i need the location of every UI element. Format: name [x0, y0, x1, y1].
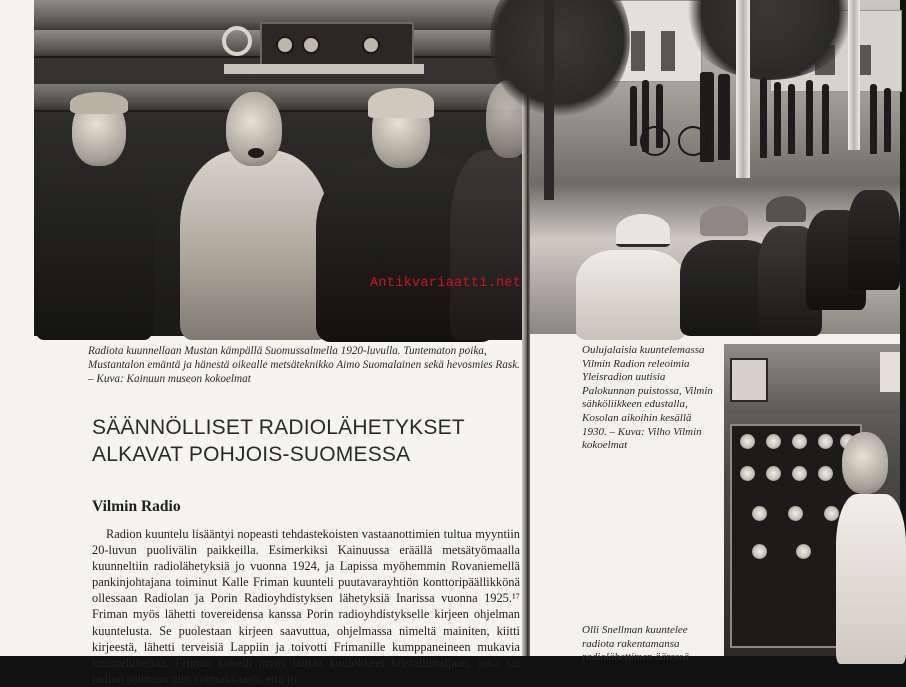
chapter-heading-line: ALKAVAT POHJOIS-SUOMESSA: [92, 443, 411, 466]
radio-coil: [222, 26, 252, 56]
hat: [700, 206, 748, 236]
section-subheading: Vilmin Radio: [92, 498, 181, 515]
body-text: [92, 526, 520, 687]
photo-caption: Radiota kuunnellaan Mustan kämpällä Suomussalmella 1920-luvulla. Tuntematon poika, Mustantalon emäntä ja hänestä oikealle metsäteknikko Aimo Suomalainen sekä hevosmies Rask. – Kuva: Kainuun museon kokoelmat: [88, 345, 520, 385]
birch-trunk: [736, 0, 750, 178]
radio-receiver: [260, 22, 414, 68]
radio-knob: [362, 36, 380, 54]
chapter-heading-line: SÄÄNNÖLLISET RADIOLÄHETYKSET: [92, 416, 465, 439]
photo-caption: Olli Snellman kuuntelee radiota rakentamansa radiolähettimen ääressä: [582, 624, 689, 664]
seated-man: [576, 250, 686, 340]
birch-trunk: [848, 0, 860, 150]
crowd-listening-photo: [530, 0, 900, 334]
operator: [836, 494, 906, 664]
radio-knob: [276, 36, 294, 54]
radio-transmitter-photo: [724, 344, 900, 656]
hat: [766, 196, 806, 222]
watermark: Antikvariaatti.net: [370, 276, 522, 291]
hat: [616, 214, 670, 247]
tree-trunk: [544, 0, 554, 200]
meter: [730, 358, 768, 402]
radio-shelf: [224, 64, 424, 74]
right-page: [530, 0, 900, 664]
radio-knob: [302, 36, 320, 54]
chapter-heading: [92, 414, 522, 468]
paragraph: Radion kuuntelu lisääntyi nopeasti tehdastekoisten vastaanottimien tultua myyntiin 20-luvun puolivälin paikkeilla. Esimerkiksi Kainuussa eräällä metsätyömaalla kuunneltiin radiolähetyksiä jo vuonna 1924, ja Lapissa myöhemmin Rovaniemellä pankinjohtajana toiminut Kalle Friman kuunteli puutavarayhtiön konttoripäällikkönä ollessaan Radiolan ja Porin Radioyhdistyksen lähetyksiä Inarissa vuonna 1925.¹⁷ Friman myös lähetti tovereidensa kanssa Porin radioyhdistykselle kirjeen ohjelman kuuntelusta. Se puolestaan kirjeen saavuttua, ohjelmassa nimeltä mainiten, kiitti kirjeestä, lähetti terveisiä Lappiin ja toivotti Frimanille kumppaneineen mukavia kuunteluhetkiä. Friman kokeili myös laittaa kuulokkeet kristallimaljaan, joka sai radion soimaan niin voimakkaasti, että jo: [92, 527, 520, 686]
seated-man: [848, 190, 900, 290]
photo-caption: Oulujalaisia kuuntelemassa Vilmin Radion releoimia Yleisradion uutisia Palokunnan puistossa, Vilmin sähköliikkeen edustalla, Kosolan aikoihin kesällä 1930. – Kuva: Vilho Vilmin kokoelmat: [582, 344, 713, 452]
operator-head: [842, 432, 888, 494]
